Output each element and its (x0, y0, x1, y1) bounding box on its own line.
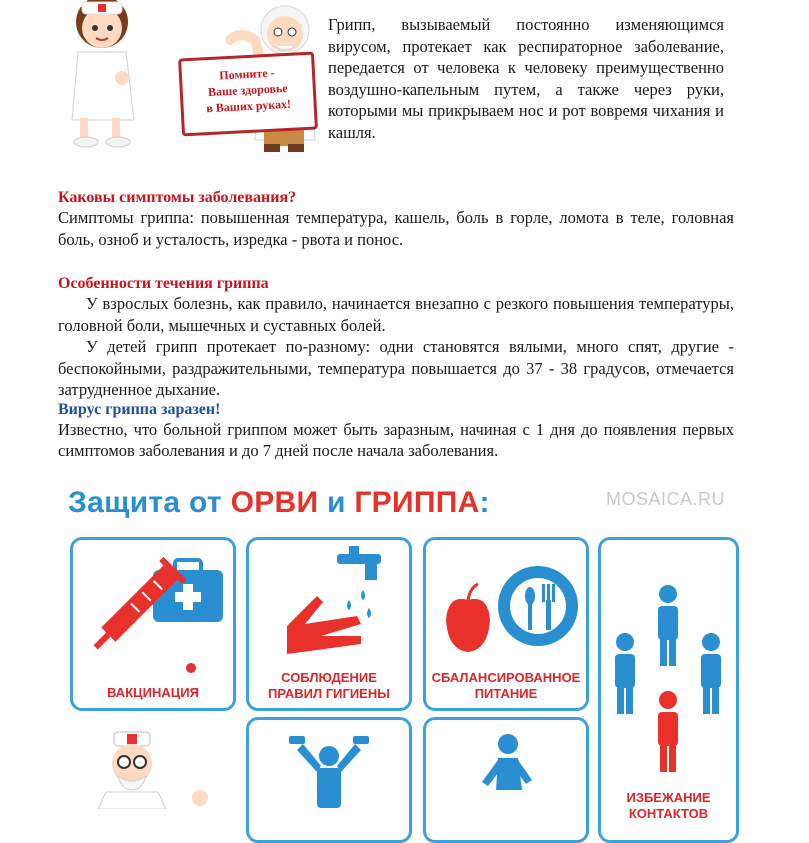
symptoms-text: Симптомы гриппа: повышенная температура, кашель, боль в горле, ломота в теле, головная боль, озноб и усталость, изредка - рвота и понос. (58, 208, 734, 249)
sign-line-1: Помните - (218, 65, 275, 83)
cartoon-illustration (60, 0, 330, 170)
card-vaccination-label: ВАКЦИНАЦИЯ (107, 685, 199, 700)
symptoms-title: Каковы симптомы заболевания? (58, 189, 297, 206)
card-avoid-contacts-label: ИЗБЕЖАНИЕ КОНТАКТОВ (626, 790, 711, 821)
course-section (58, 275, 734, 462)
course-para-adults: У взрослых болезнь, как правило, начинается внезапно с резкого повышения температуры, головной боли, мышечных и суставных болей. (58, 294, 734, 335)
card-vaccination (70, 537, 236, 711)
card-avoid-contacts (598, 537, 739, 843)
reminder-sign (178, 51, 318, 136)
exercise-dumbbell-icon (279, 730, 379, 820)
contagious-text: Известно, что больной гриппом может быть заразным, начиная с 1 дня до появления первых симптомов заболевания и до 7 дней после начала заболевания. (58, 419, 734, 460)
watermark: MOSAICA.RU (606, 489, 726, 509)
contagious-title: Вирус гриппа заразен! (58, 400, 221, 418)
course-title: Особенности течения гриппа (58, 275, 269, 292)
card-nutrition (423, 537, 589, 711)
protection-headline: Защита от ОРВИ и ГРИППА: (68, 486, 490, 519)
intro-paragraph: Грипп, вызываемый постоянно изменяющимся вирусом, протекает как респираторное заболевание, передается от человека к человеку преимущественно воздушно-капельным путем, а также через руки, которыми мы прикрываем нос и рот вовремя чихания и кашля. (328, 15, 724, 142)
syringe-medkit-icon (81, 550, 229, 675)
doctor-mascot (96, 728, 226, 809)
card-hygiene-label: СОБЛЮДЕНИЕ ПРАВИЛ ГИГИЕНЫ (268, 670, 390, 701)
hand-washing-icon (257, 546, 405, 671)
symptoms-section (58, 189, 734, 250)
apple-plate-icon (434, 550, 582, 670)
card-walking (423, 717, 589, 843)
card-sport (246, 717, 412, 843)
doctor-mascot-icon (96, 728, 226, 809)
people-distance-icon (605, 580, 732, 780)
card-hygiene (246, 537, 412, 711)
walking-person-icon (466, 730, 546, 820)
card-nutrition-label: СБАЛАНСИРОВАННОЕ ПИТАНИЕ (431, 670, 581, 701)
sign-line-3: в Ваших руках! (205, 96, 292, 116)
sign-line-2: Ваше здоровье (207, 80, 288, 100)
course-para-children: У детей грипп протекает по-разному: одни становятся вялыми, много спят, другие - беспокойными, раздражительными, температура повышается до 37 - 38 градусов, отмечается затрудненное дыхание. (58, 337, 734, 399)
